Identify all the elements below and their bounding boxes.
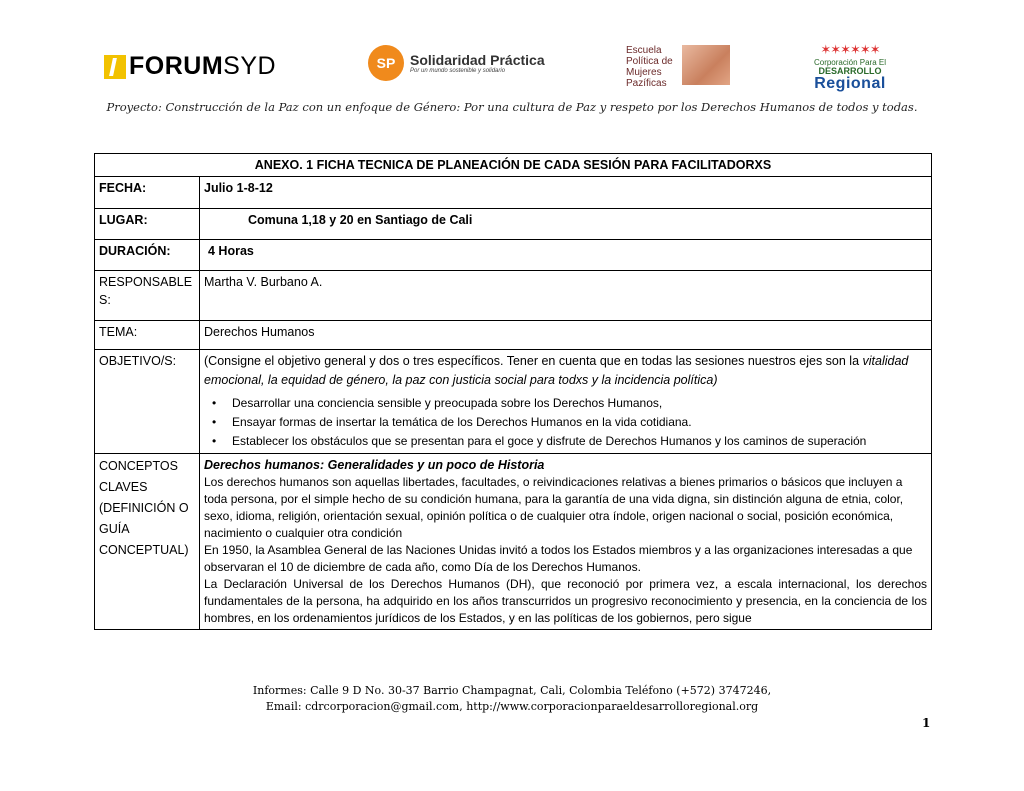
cdr-line3: Regional xyxy=(814,75,886,92)
tema-label: TEMA: xyxy=(95,321,200,350)
sp-circle-icon: SP xyxy=(368,45,404,81)
forumsyd-light-text: SYD xyxy=(223,52,277,80)
escuela-text: Escuela Política de Mujeres Pazíficas xyxy=(626,45,673,89)
duracion-value: 4 Horas xyxy=(200,240,932,271)
planning-sheet-table xyxy=(94,153,932,630)
list-item: • Establecer los obstáculos que se presentan para el goce y disfrute de Derechos Humanos y los caminos de superación xyxy=(232,432,927,451)
cdr-line2: DESARROLLO xyxy=(818,66,882,76)
conceptos-paragraph-3: La Declaración Universal de los Derechos Humanos (DH), que reconoció por primera vez, a escala internacional, los derechos fundamentales de la persona, ha adquirido en los años transcurridos un progresivo reconocimiento y presencia, en la conciencia de los hombres, en los ordenamientos jurídicos de los Estados, y en las políticas de los gobiernos, pero sigue xyxy=(204,577,927,625)
fecha-value: Julio 1-8-12 xyxy=(200,177,932,209)
footer-contact: Email: cdrcorporacion@gmail.com, http://www.corporacionparaeldesarrolloregional.org xyxy=(265,700,759,713)
cdr-figures-icon: ✶✶✶✶✶✶ xyxy=(820,42,880,57)
footer xyxy=(0,683,1024,715)
sp-tagline: Por un mundo sostenible y solidario xyxy=(410,68,506,74)
logo-bar xyxy=(0,40,1024,92)
objetivo-intro: (Consigne el objetivo general y dos o tres específicos. Tener en cuenta que en todas las sesiones nuestros ejes son la xyxy=(204,354,863,368)
forumsyd-mark-icon xyxy=(104,55,126,79)
table-header: ANEXO. 1 FICHA TECNICA DE PLANEACIÓN DE CADA SESIÓN PARA FACILITADORXS xyxy=(95,154,932,177)
conceptos-cell xyxy=(200,454,932,630)
conceptos-title: Derechos humanos: Generalidades y un poco de Historia xyxy=(204,458,545,472)
objetivo-cell xyxy=(200,350,932,454)
fecha-label: FECHA: xyxy=(95,177,200,209)
escuela-image xyxy=(682,45,730,85)
list-item: • Desarrollar una conciencia sensible y preocupada sobre los Derechos Humanos, xyxy=(232,394,927,413)
objetivo-bullet-list xyxy=(204,394,927,451)
objetivo-label: OBJETIVO/S: xyxy=(95,350,200,454)
tema-value: Derechos Humanos xyxy=(200,321,932,350)
page-number: 1 xyxy=(922,716,931,730)
conceptos-paragraph-2: En 1950, la Asamblea General de las Naciones Unidas invitó a todos los Estados miembros y a las organizaciones interesadas a que observaran el 10 de diciembre de cada año, como Día de los Derechos Humanos. xyxy=(204,543,913,574)
lugar-label: LUGAR: xyxy=(95,209,200,240)
conceptos-paragraph-1: Los derechos humanos son aquellas libertades, facultades, o reivindicaciones relativas a bienes primarios o básicos que incluyen a toda persona, por el simple hecho de su condición humana, para la garantía de una vida digna, sin distinción alguna de etnia, color, sexo, idioma, religión, orientación sexual, opinión política o de cualquier otra índole, origen nacional o social, posición económica, nacimiento o cualquier otra condición xyxy=(204,475,904,540)
objetivo-intro-block xyxy=(204,352,927,390)
cdr-line1: Corporación Para El xyxy=(813,58,887,67)
responsables-value: Martha V. Burbano A. xyxy=(200,271,932,321)
objetivo-intro-italic: vitalidad emocional, la equidad de género, la paz con justicia social para todxs y la incidencia política) xyxy=(204,354,909,387)
sp-name: Solidaridad Práctica xyxy=(410,52,545,68)
escuela-politica-logo xyxy=(626,45,730,89)
forumsyd-logo xyxy=(104,52,276,81)
solidaridad-practica-logo xyxy=(368,45,545,81)
project-line: Proyecto: Construcción de la Paz con un enfoque de Género: Por una cultura de Paz y respeto por los Derechos Humanos de todos y todas. xyxy=(106,100,918,114)
responsables-label: RESPONSABLES: xyxy=(95,271,200,321)
lugar-value: Comuna 1,18 y 20 en Santiago de Cali xyxy=(200,209,932,240)
footer-address: Informes: Calle 9 D No. 30-37 Barrio Champagnat, Cali, Colombia Teléfono (+572) 3747246, xyxy=(252,684,772,697)
cdr-logo xyxy=(800,42,900,90)
forumsyd-bold-text: FORUM xyxy=(129,52,224,80)
conceptos-label: CONCEPTOS CLAVES (DEFINICIÓN O GUÍA CONCEPTUAL) xyxy=(95,454,200,630)
duracion-label: DURACIÓN: xyxy=(95,240,200,271)
list-item: • Ensayar formas de insertar la temática de los Derechos Humanos en la vida cotidiana. xyxy=(232,413,927,432)
